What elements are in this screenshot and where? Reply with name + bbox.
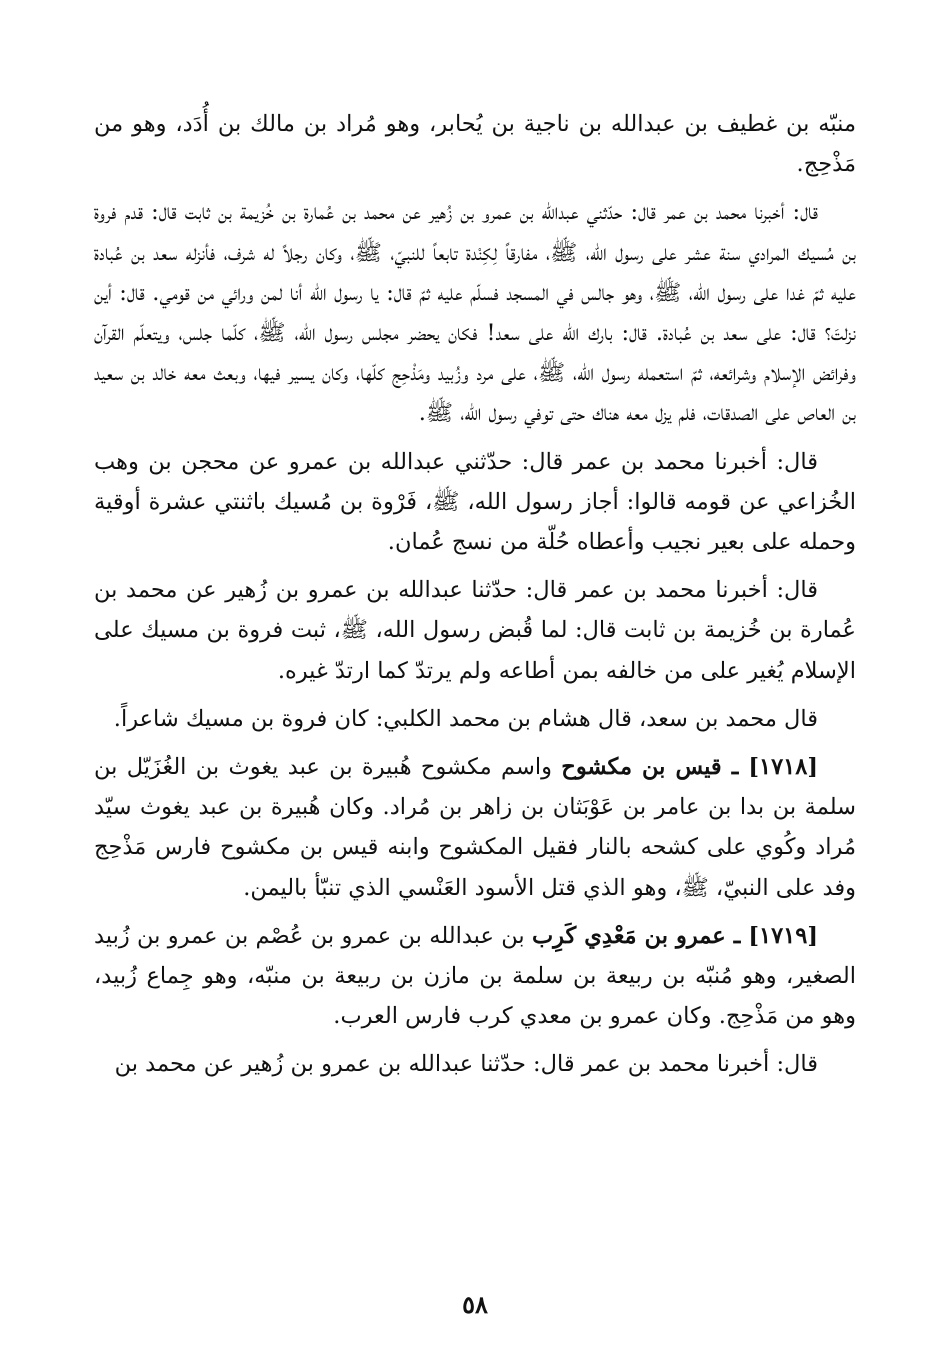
paragraph-text: قال: أخبرنا محمد بن عمر قال: حدّثنا عبدالله بن عمرو بن زُهير عن محمد بن [114, 1051, 818, 1078]
paragraph-farwa-steadfast [94, 570, 856, 691]
paragraph-text: قال: أخبرنا محمد بن عمر قال: حدّثني عبدالله بن عمرو بن زُهير عن محمد بن عُمارة بن خُزيمة بن ثابت قال: قدم فروة بن مُسيك المرادي سنة عشر على رسول الله، ﷺ، مفارقاً لِكِنْدة تابعاً للنبيّ، ﷺ، وكان رجلاً له شرف، فأنزله سعد بن عُبادة عليه ثمّ غدا على رسول الله، ﷺ، وهو جالس في المسجد فسلّم عليه ثمّ قال: يا رسول الله أنا لمن ورائي من قومي. قال: أين نزلتَ؟ قال: على سعد بن عُبادة. قال: بارك الله على سعد! فكان يحضر مجلس رسول الله، ﷺ، كلّما جلس، ويتعلّم القرآن وفرائض الإسلام وشرائعه، ثمّ استعمله رسول الله، ﷺ، على مرد وزُبيد ومَذْحِج كلّها، وكان يسير فيها، وبعث معه خالد بن سعيد بن العاص على الصدقات، فلم يزل معه هناك حتى توفي رسول الله، ﷺ. [94, 199, 856, 427]
paragraph-text: قال محمد بن سعد، قال هشام بن محمد الكلبي: كان فروة بن مسيك شاعراً. [113, 705, 818, 732]
entry-text: واسم مكشوح هُبيرة بن عبد يغوث بن الغُزَيّل بن سلمة بن بدا بن عامر بن عَوْبَثان بن زاهر بن مُراد. وكان هُبيرة بن عبد يغوث سيّد مُراد وكُوي على كشحه بالنار فقيل المكشوح وابنه قيس بن مكشوح فارس مَذْحِج وفد على النبيّ، ﷺ، وهو الذي قتل الأسود العَنْسي الذي تنبّأ باليمن. [94, 754, 856, 901]
entry-heading: [١٧١٩] ـ عمرو بن مَعْدِي كَرِب [531, 922, 818, 949]
paragraph-text: قال: أخبرنا محمد بن عمر قال: حدّثني عبدالله بن عمرو عن محجن بن وهب الخُزاعي عن قومه قالوا: أجاز رسول الله، ﷺ، فَرْوة بن مُسيك باثنتي عشرة أوقية وحمله على بعير نجيب وأعطاه حُلّة من نسج عُمان. [94, 448, 856, 556]
paragraph-text: قال: أخبرنا محمد بن عمر قال: حدّثنا عبدالله بن عمرو بن زُهير عن محمد بن عُمارة بن خُزيمة بن ثابت قال: لما قُبض رسول الله، ﷺ، ثبت فروة بن مسيك على الإسلام يُغير على من خالفه بمن أطاعه ولم يرتدّ كما ارتدّ غيره. [94, 577, 856, 684]
paragraph-farwa-arrival [94, 192, 856, 433]
paragraph-farwa-poet [94, 699, 856, 739]
paragraph-trailing [94, 1044, 856, 1084]
entry-1718 [94, 747, 856, 908]
paragraph-farwa-gift [94, 442, 856, 563]
page-body [94, 104, 856, 1093]
entry-1719 [94, 916, 856, 1037]
entry-heading: [١٧١٨] ـ قيس بن مكشوح [561, 754, 819, 781]
entry-text: بن عبدالله بن عمرو بن عُصْم بن عمرو بن زُبيد الصغير، وهو مُنبّه بن ربيعة بن سلمة بن مازن بن ربيعة بن منبّه، وهو جِماع زُبيد، وهو من مَذْحِج. وكان عمرو بن معدي كرب فارس العرب. [94, 922, 856, 1030]
paragraph-continuation [94, 104, 856, 184]
paragraph-text: منبّه بن غطيف بن عبدالله بن ناجية بن يُحابر، وهو مُراد بن مالك بن أُدَد، وهو من مَذْحِج. [94, 111, 856, 178]
page-number: ٥٨ [462, 1290, 488, 1319]
